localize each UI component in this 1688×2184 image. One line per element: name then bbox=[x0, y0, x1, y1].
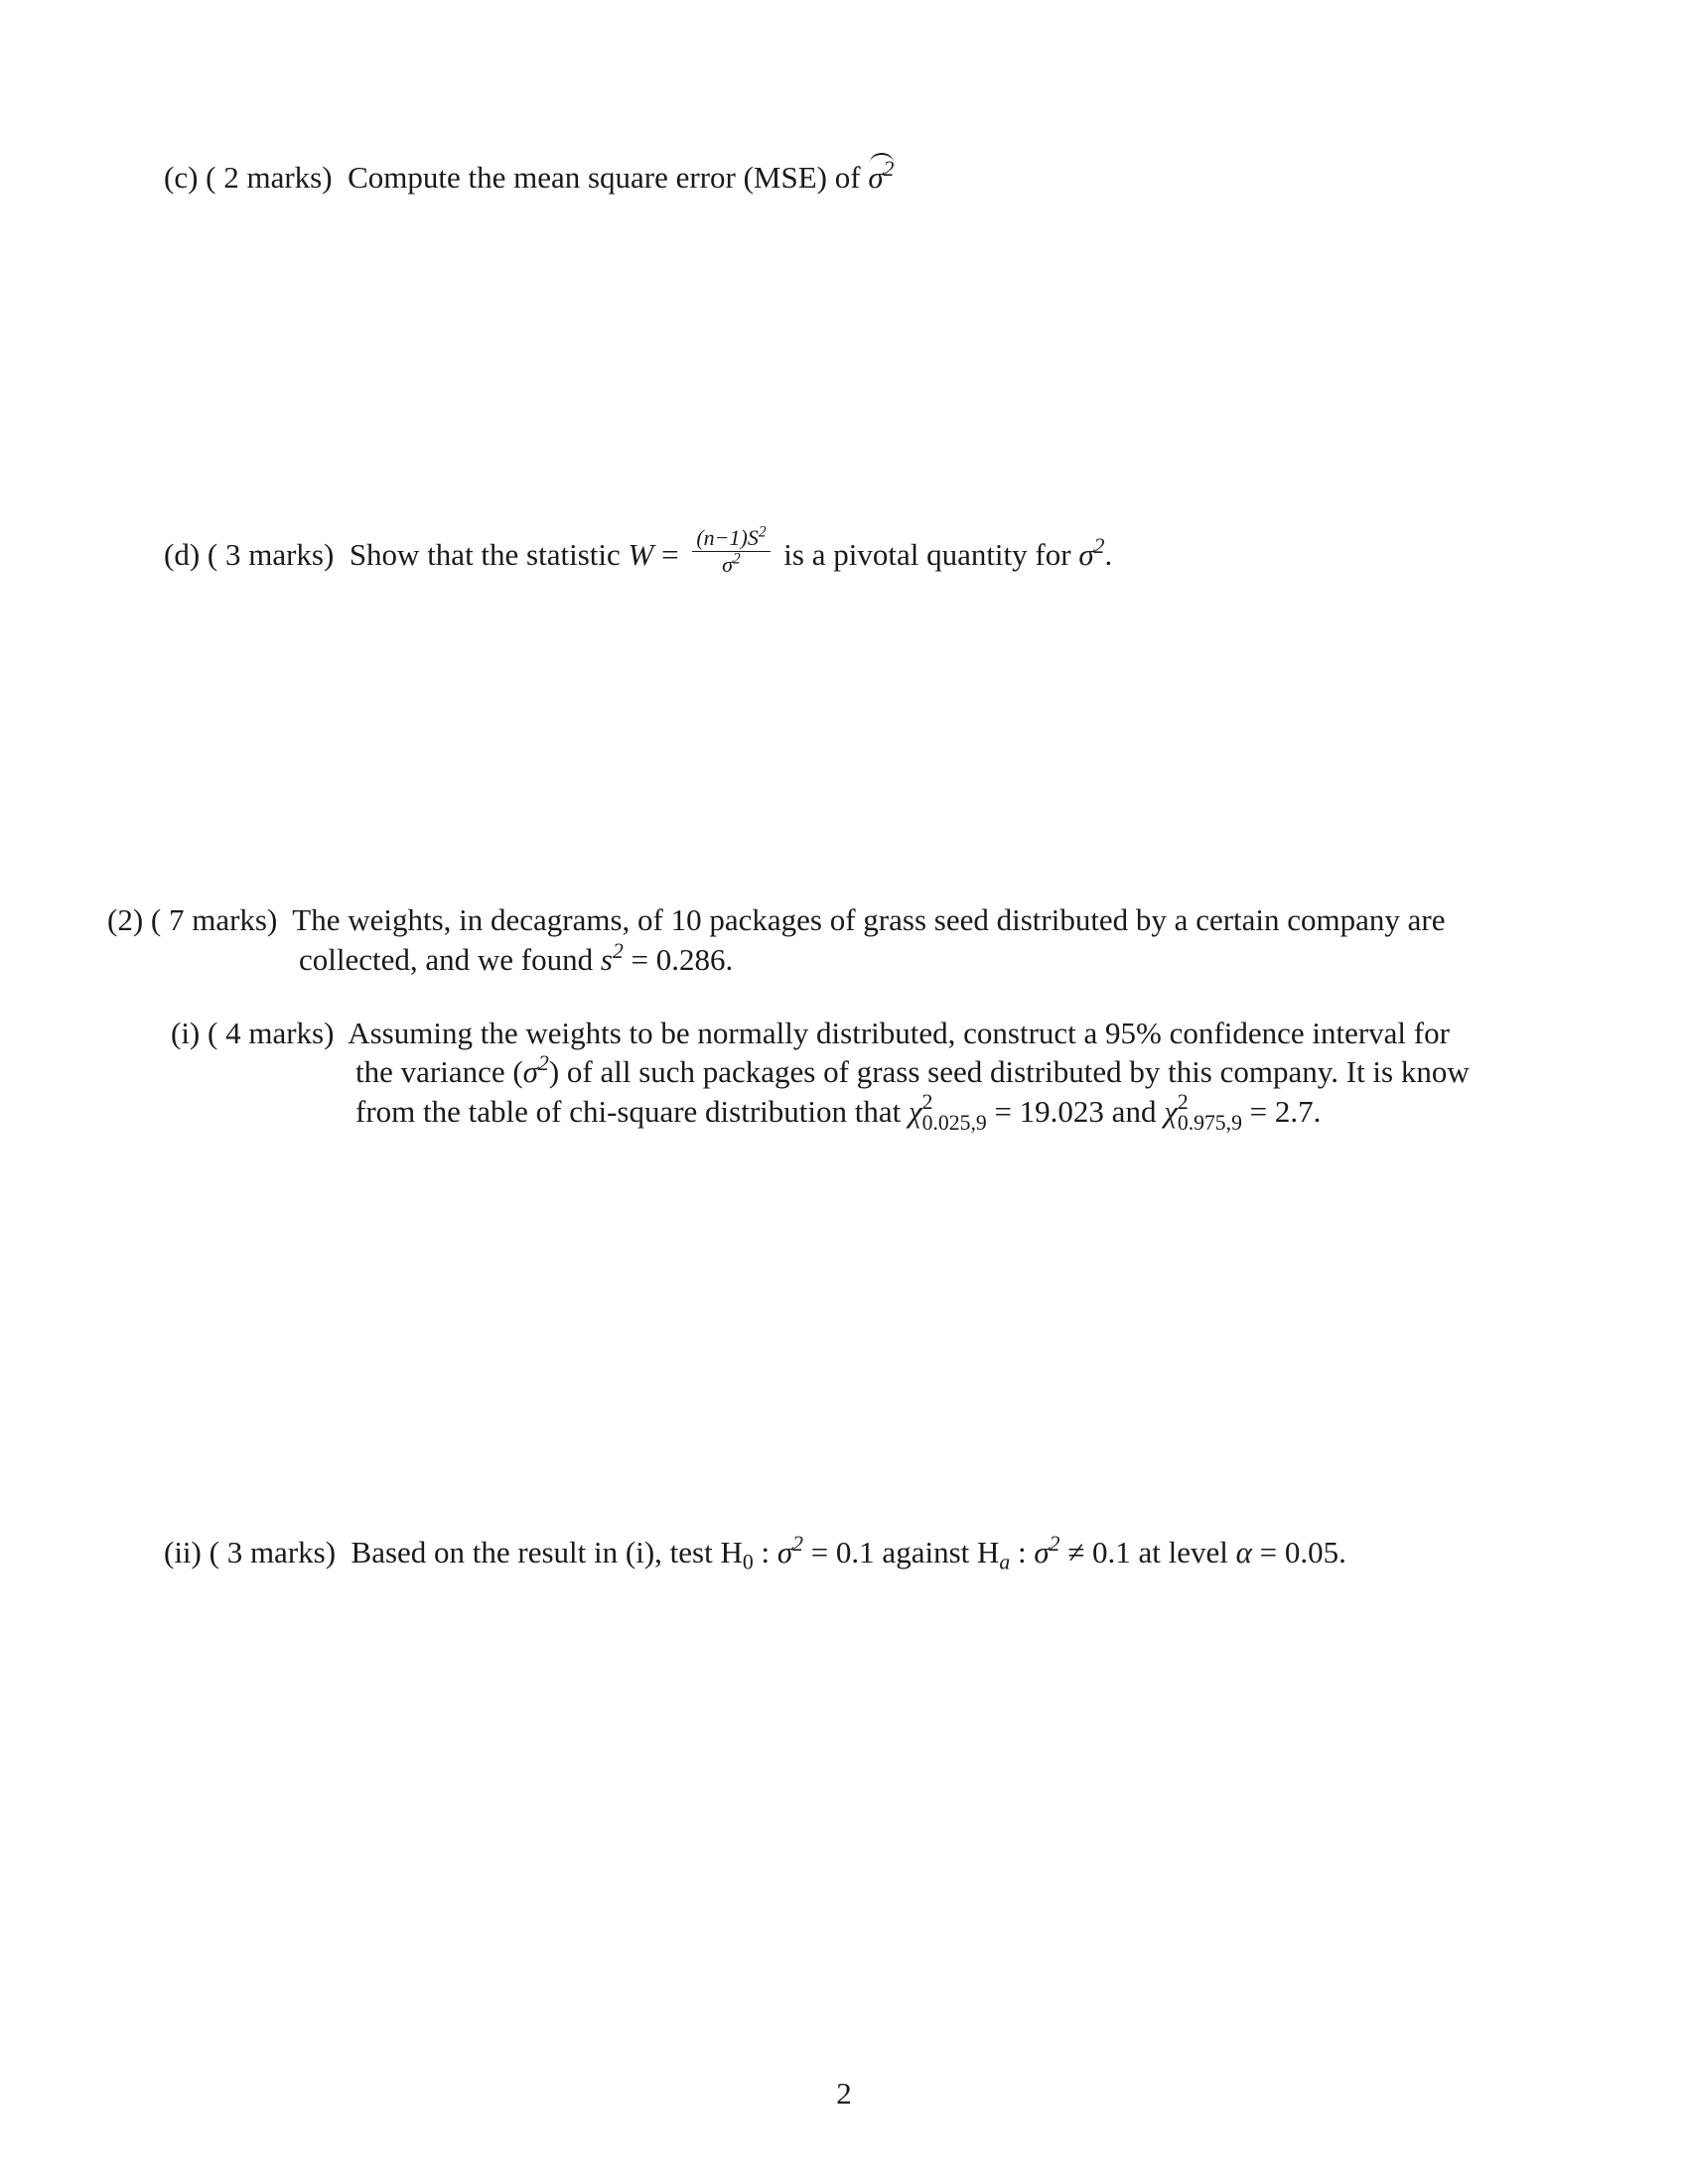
chi-value-1: = 19.023 and bbox=[986, 1094, 1165, 1130]
sigma-squared: $\sigma^2$ bbox=[776, 1532, 803, 1570]
question-2-line1: The weights, in decagrams, of 10 packages of grass seed distributed by a certain company are bbox=[292, 902, 1446, 937]
chi-square-0975: χ 2 0.975,9 bbox=[1164, 1090, 1242, 1135]
fraction-denominator: $\sigma^2$ bbox=[722, 550, 741, 578]
statistic-w: W bbox=[628, 536, 654, 572]
question-2-label: (2) ( 7 marks) bbox=[107, 902, 278, 937]
question-c-text: Compute the mean square error (MSE) of bbox=[348, 160, 861, 195]
sigma-hat-squared: $\sigma^2$ bbox=[868, 159, 894, 198]
sigma-squared: $\sigma^2$ bbox=[1034, 1532, 1060, 1570]
chi-square-0025: χ 2 0.025,9 bbox=[909, 1090, 987, 1135]
question-2 bbox=[107, 901, 1446, 940]
chi-value-2: = 2.7. bbox=[1241, 1094, 1322, 1130]
question-c-label: (c) ( 2 marks) bbox=[164, 160, 333, 195]
fraction-numerator: $(n-1)S^2$ bbox=[692, 526, 770, 552]
question-i bbox=[171, 1015, 1450, 1053]
question-d: (d) ( 3 marks) Show that the statistic W = $\frac{(n-1)S^2}{\sigma^2}$ is a pivotal quantity for $\sigma^2$. bbox=[164, 523, 1113, 578]
question-d-text-before: Show that the statistic bbox=[349, 536, 621, 572]
page-number: 2 bbox=[836, 2076, 852, 2111]
question-i-line3: from the table of chi-square distribution that χ 2 0.025,9 = 19.023 and χ 2 0.975,9 = 2.7. bbox=[355, 1090, 1322, 1135]
sigma-squared: $\sigma^2$ bbox=[1078, 533, 1105, 572]
question-ii-label: (ii) ( 3 marks) bbox=[164, 1535, 337, 1570]
question-c bbox=[164, 159, 894, 198]
alpha-symbol: α bbox=[1235, 1535, 1252, 1570]
equals-sign: = bbox=[661, 536, 679, 572]
question-2-line2: collected, and we found $s^2 = 0.286$. bbox=[299, 939, 734, 977]
question-d-label: (d) ( 3 marks) bbox=[164, 536, 335, 572]
question-ii: (ii) ( 3 marks) Based on the result in (i), test $H_0$ : $\sigma^2 = 0.1$ against $H_a$ : $\sigma^2 \ne 0.1$ at level α = 0.05. bbox=[164, 1532, 1346, 1574]
question-i-label: (i) ( 4 marks) bbox=[171, 1016, 335, 1050]
question-i-line2: the variance $(\sigma^2)$ of all such packages of grass seed distributed by this company. It is know bbox=[355, 1051, 1470, 1089]
pivotal-fraction bbox=[692, 523, 770, 578]
s-squared: $s^2$ bbox=[600, 939, 624, 977]
sigma-squared: $\sigma^2$ bbox=[522, 1051, 549, 1089]
question-d-text-after: is a pivotal quantity for bbox=[783, 536, 1071, 572]
question-i-line1: Assuming the weights to be normally distributed, construct a 95% confidence interval for bbox=[348, 1016, 1450, 1050]
